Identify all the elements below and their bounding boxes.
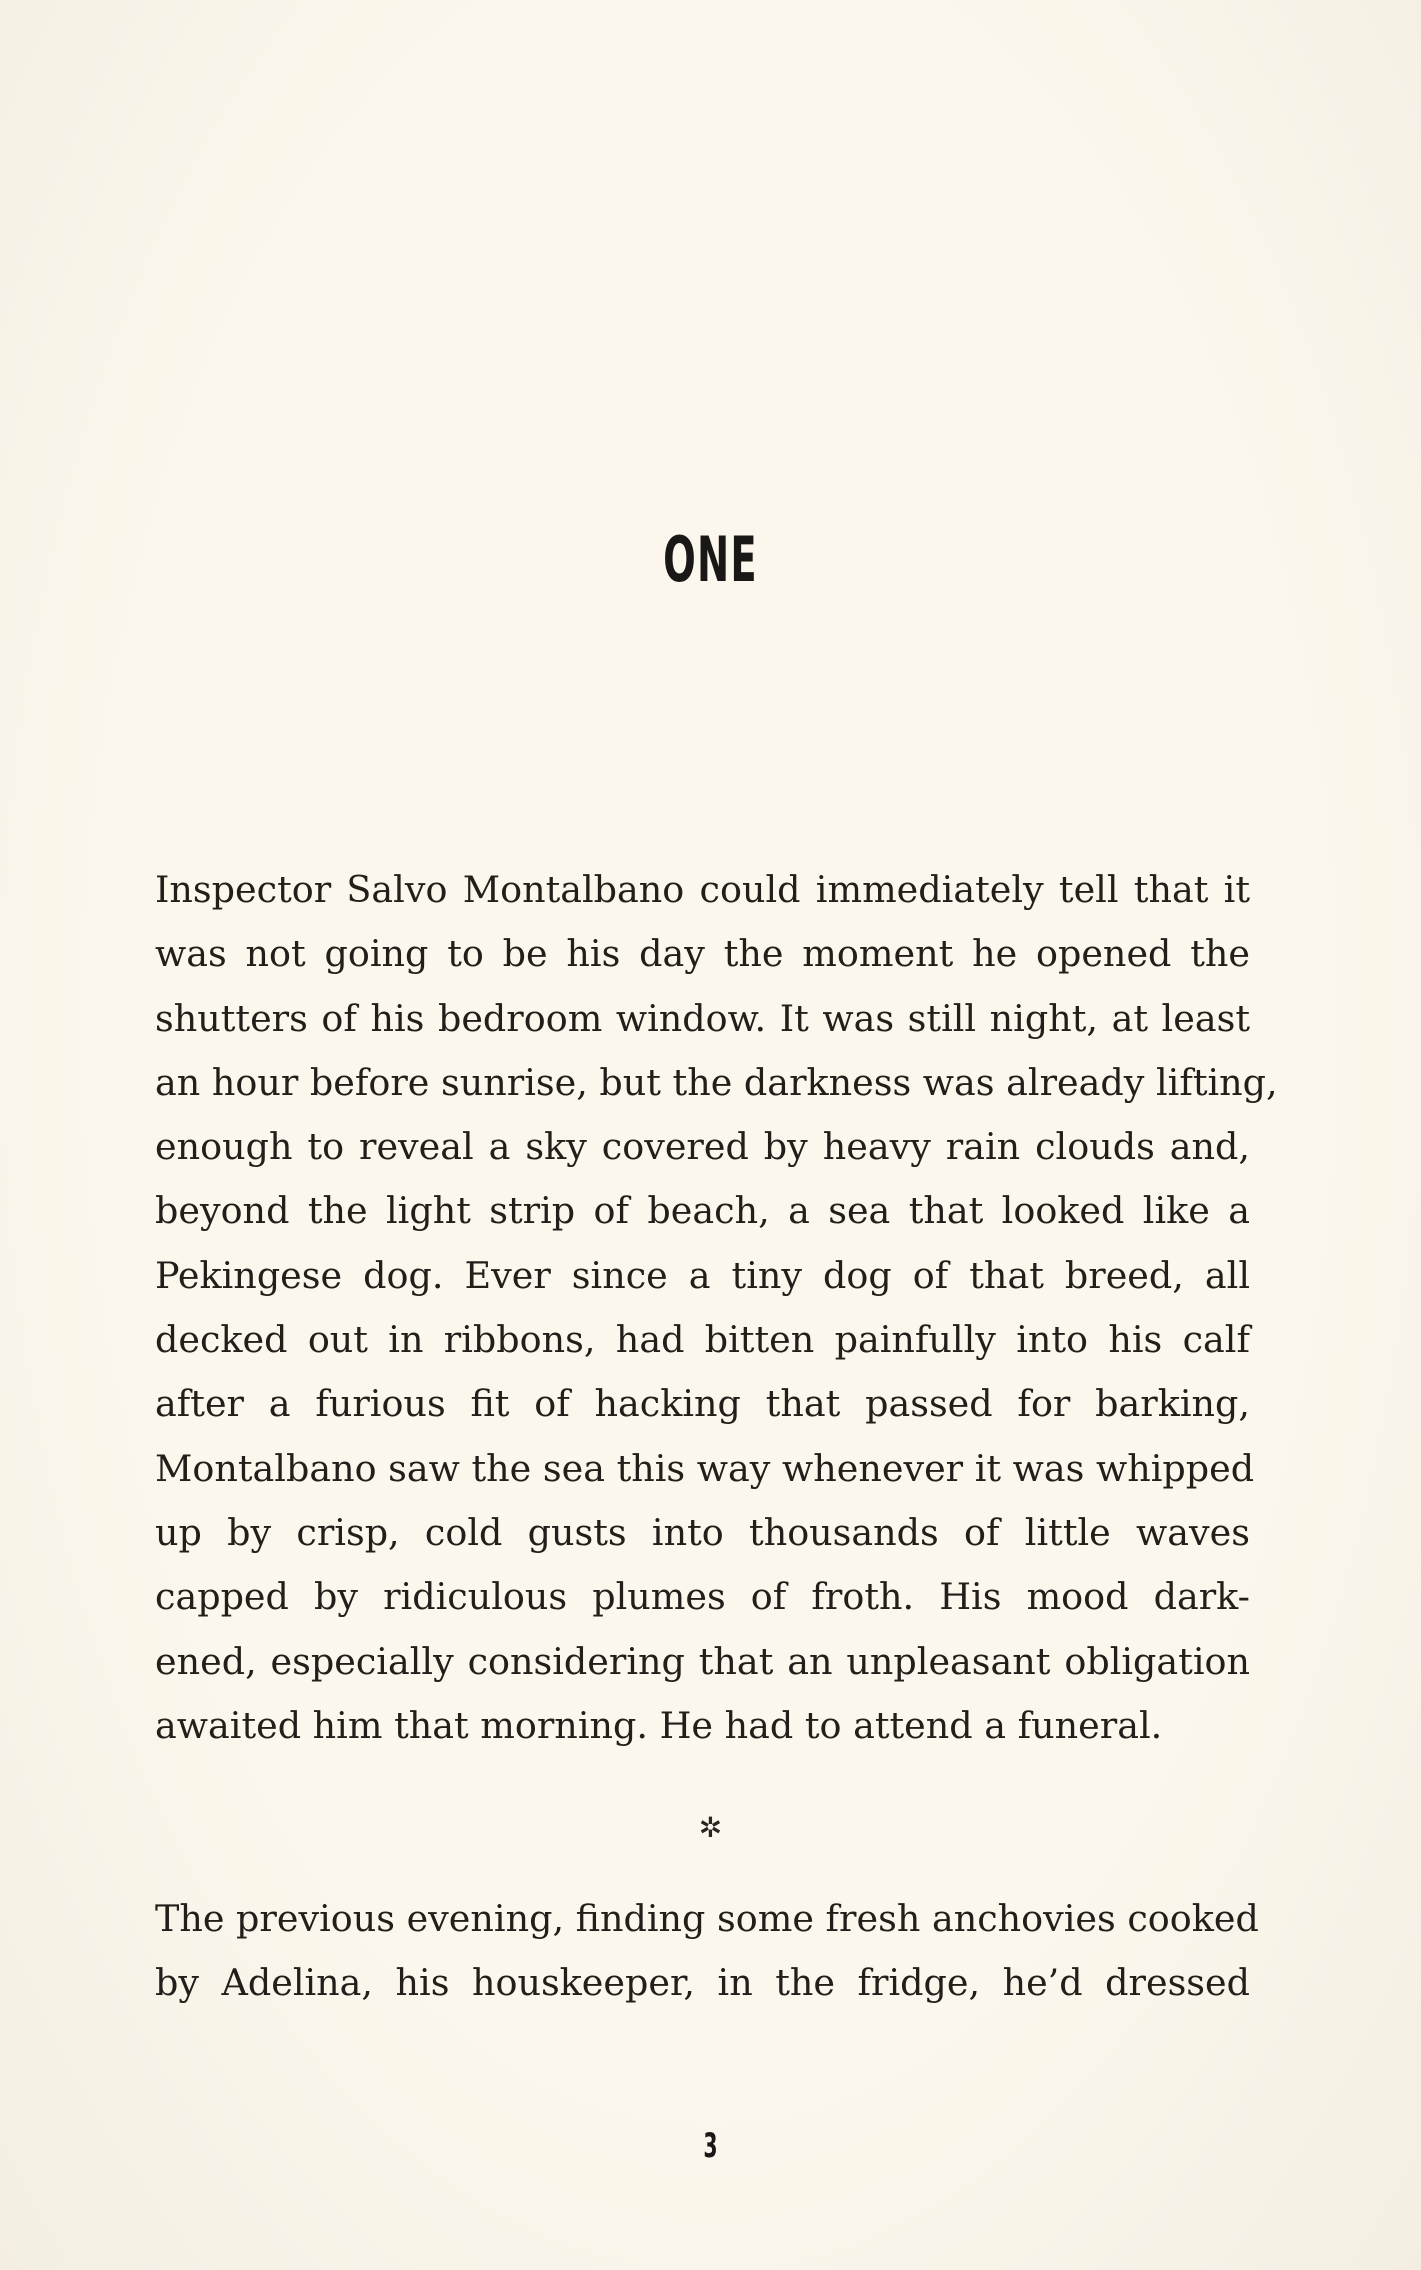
- text-line: up by crisp, cold gusts into thousands of little waves: [155, 1510, 1250, 1554]
- text-line: Montalbano saw the sea this way whenever it was whipped: [155, 1446, 1255, 1490]
- text-line: ened, especially considering that an unpleasant obligation: [155, 1639, 1250, 1683]
- text-line: after a furious fit of hacking that passed for barking,: [155, 1382, 1250, 1426]
- text-line: an hour before sunrise, but the darkness was already lifting,: [155, 1060, 1278, 1104]
- text-line: Pekingese dog. Ever since a tiny dog of that breed, all: [155, 1253, 1250, 1297]
- text-line: capped by ridiculous plumes of froth. His mood dark-: [155, 1575, 1250, 1619]
- text-line: decked out in ribbons, had bitten painfully into his calf: [155, 1318, 1250, 1362]
- text-line: The previous evening, finding some fresh anchovies cooked: [155, 1897, 1259, 1940]
- chapter-title: ONE: [663, 523, 758, 596]
- paragraph-2: [155, 1887, 1259, 2016]
- text-line: enough to reveal a sky covered by heavy rain clouds and,: [155, 1125, 1250, 1169]
- text-line: Inspector Salvo Montalbano could immediately tell that it: [155, 868, 1250, 911]
- page-number: 3: [703, 2126, 718, 2166]
- paragraph-1: [155, 858, 1278, 1758]
- text-line: shutters of his bedroom window. It was still night, at least: [155, 996, 1250, 1040]
- section-break-ornament: ✲: [698, 1811, 723, 1844]
- text-line: by Adelina, his houskeeper, in the fridge, he’d dressed: [155, 1961, 1250, 2005]
- text-line: awaited him that morning. He had to attend a funeral.: [155, 1703, 1163, 1747]
- text-line: was not going to be his day the moment he opened the: [155, 932, 1250, 976]
- text-line: beyond the light strip of beach, a sea that looked like a: [155, 1189, 1250, 1233]
